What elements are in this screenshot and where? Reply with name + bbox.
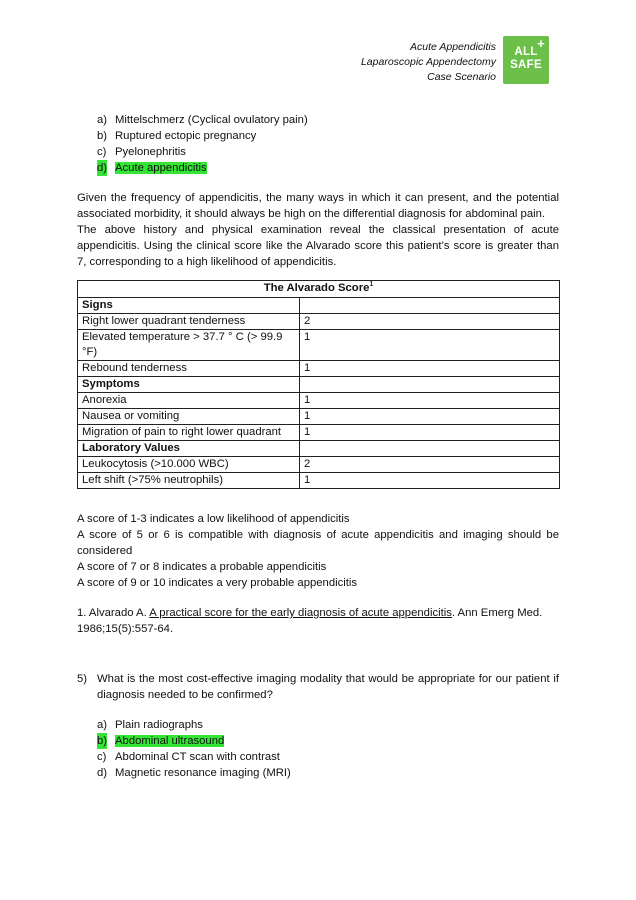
q4-option-answer: d) Acute appendicitis	[97, 162, 207, 174]
table-row: Laboratory Values	[78, 441, 560, 457]
table-row: Nausea or vomiting 1	[78, 409, 560, 425]
question-number: 5)	[77, 673, 88, 685]
q5-option: a) Plain radiographs	[97, 719, 203, 731]
score-interpretation: A score of 9 or 10 indicates a very probable appendicitis	[77, 577, 358, 589]
score-interpretation: A score of 7 or 8 indicates a probable appendicitis	[77, 561, 327, 573]
page-header	[361, 40, 496, 85]
document-body	[77, 112, 559, 781]
q5-option: c) Abdominal CT scan with contrast	[97, 751, 280, 763]
table-row: Right lower quadrant tenderness 2	[78, 314, 560, 330]
table-row: Anorexia 1	[78, 393, 560, 409]
header-line-3: Case Scenario	[427, 71, 496, 83]
allsafe-logo	[503, 36, 549, 84]
table-row: Rebound tenderness 1	[78, 361, 560, 377]
logo-line-1: ALL	[514, 46, 538, 58]
q4-options-list	[77, 112, 559, 176]
reference-link[interactable]: A practical score for the early diagnosis of acute appendicitis	[149, 607, 452, 619]
question-5	[77, 671, 559, 703]
table-row: Left shift (>75% neutrophils) 1	[78, 473, 560, 489]
q4-option: a) Mittelschmerz (Cyclical ovulatory pain)	[97, 114, 308, 126]
q5-option-answer: b) Abdominal ultrasound	[97, 735, 225, 747]
score-interpretation: A score of 5 or 6 is compatible with diagnosis of acute appendicitis and imaging should be considered	[77, 529, 559, 557]
q4-option: b) Ruptured ectopic pregnancy	[97, 130, 257, 142]
q5-option: d) Magnetic resonance imaging (MRI)	[97, 767, 291, 779]
header-line-1: Acute Appendicitis	[410, 41, 496, 53]
table-row: Leukocytosis (>10.000 WBC) 2	[78, 457, 560, 473]
table-title: The Alvarado Score$^1$	[78, 281, 560, 298]
logo-plus: +	[537, 36, 545, 51]
table-row: Symptoms	[78, 377, 560, 393]
header-line-2: Laparoscopic Appendectomy	[360, 56, 496, 68]
logo-line-2: SAFE	[510, 59, 542, 71]
question-text: What is the most cost-effective imaging modality that would be appropriate for our patient if diagnosis needed to be confirmed?	[97, 673, 559, 701]
table-row: Migration of pain to right lower quadrant 1	[78, 425, 560, 441]
table-row: Elevated temperature > 37.7 ° C (> 99.9 °F) 1	[78, 330, 560, 361]
table-row: Signs	[78, 298, 560, 314]
paragraph-history: The above history and physical examination reveal the classical presentation of acute appendicitis. Using the clinical score like the Alvarado score this patient’s score is greater than 7, corresponding to a high likelihood of appendicitis.	[77, 224, 559, 268]
q4-option: c) Pyelonephritis	[97, 146, 186, 158]
paragraph-differential: Given the frequency of appendicitis, the many ways in which it can present, and the potential associated morbidity, it should always be high on the differential diagnosis for abdominal pain.	[77, 192, 559, 220]
score-interpretation: A score of 1-3 indicates a low likelihood of appendicitis	[77, 513, 350, 525]
reference-citation: 1. Alvarado A. A practical score for the early diagnosis of acute appendicitis. Ann Emerg Med. 1986;15(5):557-64.	[77, 607, 543, 635]
q5-options-list	[77, 717, 559, 781]
alvarado-score-table	[77, 280, 560, 489]
